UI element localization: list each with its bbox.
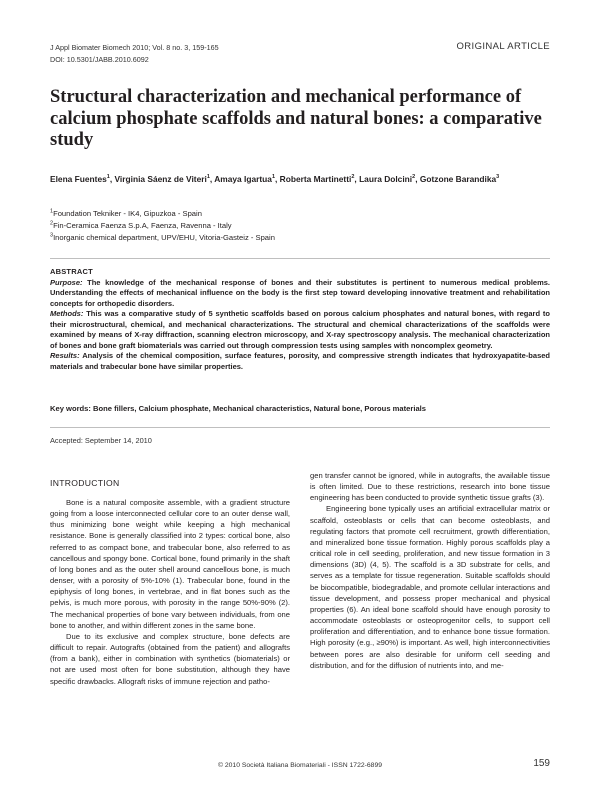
divider (50, 427, 550, 428)
section-heading-introduction: INTRODUCTION (50, 478, 120, 488)
paragraph: Due to its exclusive and complex structure, bone defects are difficult to repair. Autografts (obtained from the patient) and allografts (from a bank), either in combination with synthetics (biomaterials) or not are used most often for bone substitution, although they have specific drawbacks. Allograft risks of immune rejection and patho- (50, 631, 290, 686)
body-column-right (310, 470, 550, 671)
author: Roberta Martinetti$^2$ (279, 174, 355, 184)
abstract (50, 267, 550, 372)
section-label: ORIGINAL ARTICLE (456, 41, 550, 52)
accepted-date: Accepted: September 14, 2010 (50, 436, 152, 445)
author-list: Elena Fuentes$^1$, Virginia Sáenz de Viteri$^1$, Amaya Igartua$^1$, Roberta Martinetti$^2$, Laura Dolcini$^2$, Gotzone Barandika$^3$ (50, 174, 500, 184)
keywords: Key words: Bone fillers, Calcium phosphate, Mechanical characteristics, Natural bone, Porous materials (50, 404, 427, 413)
author: Laura Dolcini$^2$ (359, 174, 416, 184)
author: Amaya Igartua$^1$ (214, 174, 276, 184)
author: Virginia Sáenz de Viteri$^1$ (114, 174, 210, 184)
author: Gotzone Barandika$^3$ (419, 174, 500, 184)
abstract-results: Results: Analysis of the chemical composition, surface features, porosity, and compressive strength indicates that hydroxyapatite-based materials and trabecular bone have similar properties. (50, 351, 550, 371)
affiliation: $^2$Fin-Ceramica Faenza S.p.A, Faenza, Ravenna - Italy (50, 220, 232, 230)
abstract-heading: ABSTRACT (50, 267, 93, 276)
affiliation: $^1$Foundation Tekniker - IK4, Gipuzkoa - Spain (50, 208, 202, 218)
paragraph: Bone is a natural composite assemble, with a gradient structure going from a loose interconnected cellular core to an outer dense wall, thus minimizing bone weight while keeping a high mechanical resistance. Bone is generally classified into 2 types: cortical bone, also referred to as compact bone, and trabecular bone, also referred to as cancellous and spongy bone. Cortical bone, found primarily in the shaft of long bones and as the outer shell around cancellous bone, is much denser, with a porosity of 5%-10% (1). Trabecular bone, found in the epiphysis of long bones, in vertebrae, and in flat bones such as the pelvis, is much more porous, with porosity in the range 50%-90% (2). The mechanical properties of bone vary between individuals, from one bone to another, and within different zones in the same bone. (50, 498, 290, 630)
footer-copyright: © 2010 Società Italiana Biomateriali - ISSN 1722-6899 (217, 762, 383, 769)
doi: DOI: 10.5301/JABB.2010.6092 (50, 54, 149, 64)
page-number: 159 (533, 758, 550, 769)
abstract-purpose: Purpose: The knowledge of the mechanical response of bones and their substitutes is pertinent to numerous medical problems. Understanding the effects of mechanical influence on the body is the first step toward developing innovative treatment and rehabilitation concepts for orthopedic disorders. (50, 277, 550, 308)
abstract-methods: Methods: This was a comparative study of 5 synthetic scaffolds based on porous calcium phosphates and natural bones, with regard to their microstructural, chemical, and mechanical characterizations. The structural and chemical characterizations of the scaffolds were examined by means of X-ray diffraction, scanning electron microscopy, and X-ray spectroscopy analysis. The mechanical characterization of bones and bone graft biomaterials was carried out through compression tests using samples with noncomplex geometry. (50, 309, 550, 350)
paragraph: gen transfer cannot be ignored, while in autografts, the available tissue is often limited. Due to these restrictions, research into bone tissue engineering has been conducted to provide synthetic tissue grafts (3). (310, 471, 550, 503)
paragraph: Engineering bone typically uses an artificial extracellular matrix or scaffold, osteoblasts or cells that can become osteoblasts, and regulating factors that promote cell recruitment, growth differentiation, and mineralized bone tissue formation. Highly porous scaffolds play a critical role in cell seeding, proliferation, and new tissue formation in 3 dimensions (3D) (4, 5). The scaffold is a 3D substrate for cells, and serves as a template for tissue regeneration. Suitable scaffolds should be biocompatible, biodegradable, and promote cellular interactions and tissue development, and possess proper mechanical and physical properties (6). An ideal bone scaffold should have enough porosity to accommodate osteoblasts or osteoprogenitor cells, to support cell proliferation and differentiation, and to enhance bone tissue formation. High porosity (e.g., ≥90%) is important. As well, high interconnectivities between pores are also desirable for uniform cell seeding and distribution, and for the diffusion of nutrients into, and me- (310, 504, 550, 670)
author: Elena Fuentes$^1$ (50, 174, 110, 184)
divider (50, 258, 550, 259)
affiliation: $^3$Inorganic chemical department, UPV/EHU, Vitoria-Gasteiz - Spain (50, 232, 275, 242)
affiliations (50, 208, 275, 244)
article-title: Structural characterization and mechanical performance of calcium phosphate scaffolds and natural bones: a comparative study (50, 87, 542, 150)
body-column-left (50, 497, 290, 687)
journal-citation: J Appl Biomater Biomech 2010; Vol. 8 no. 3, 159-165 (50, 43, 219, 52)
journal-header (50, 42, 219, 65)
